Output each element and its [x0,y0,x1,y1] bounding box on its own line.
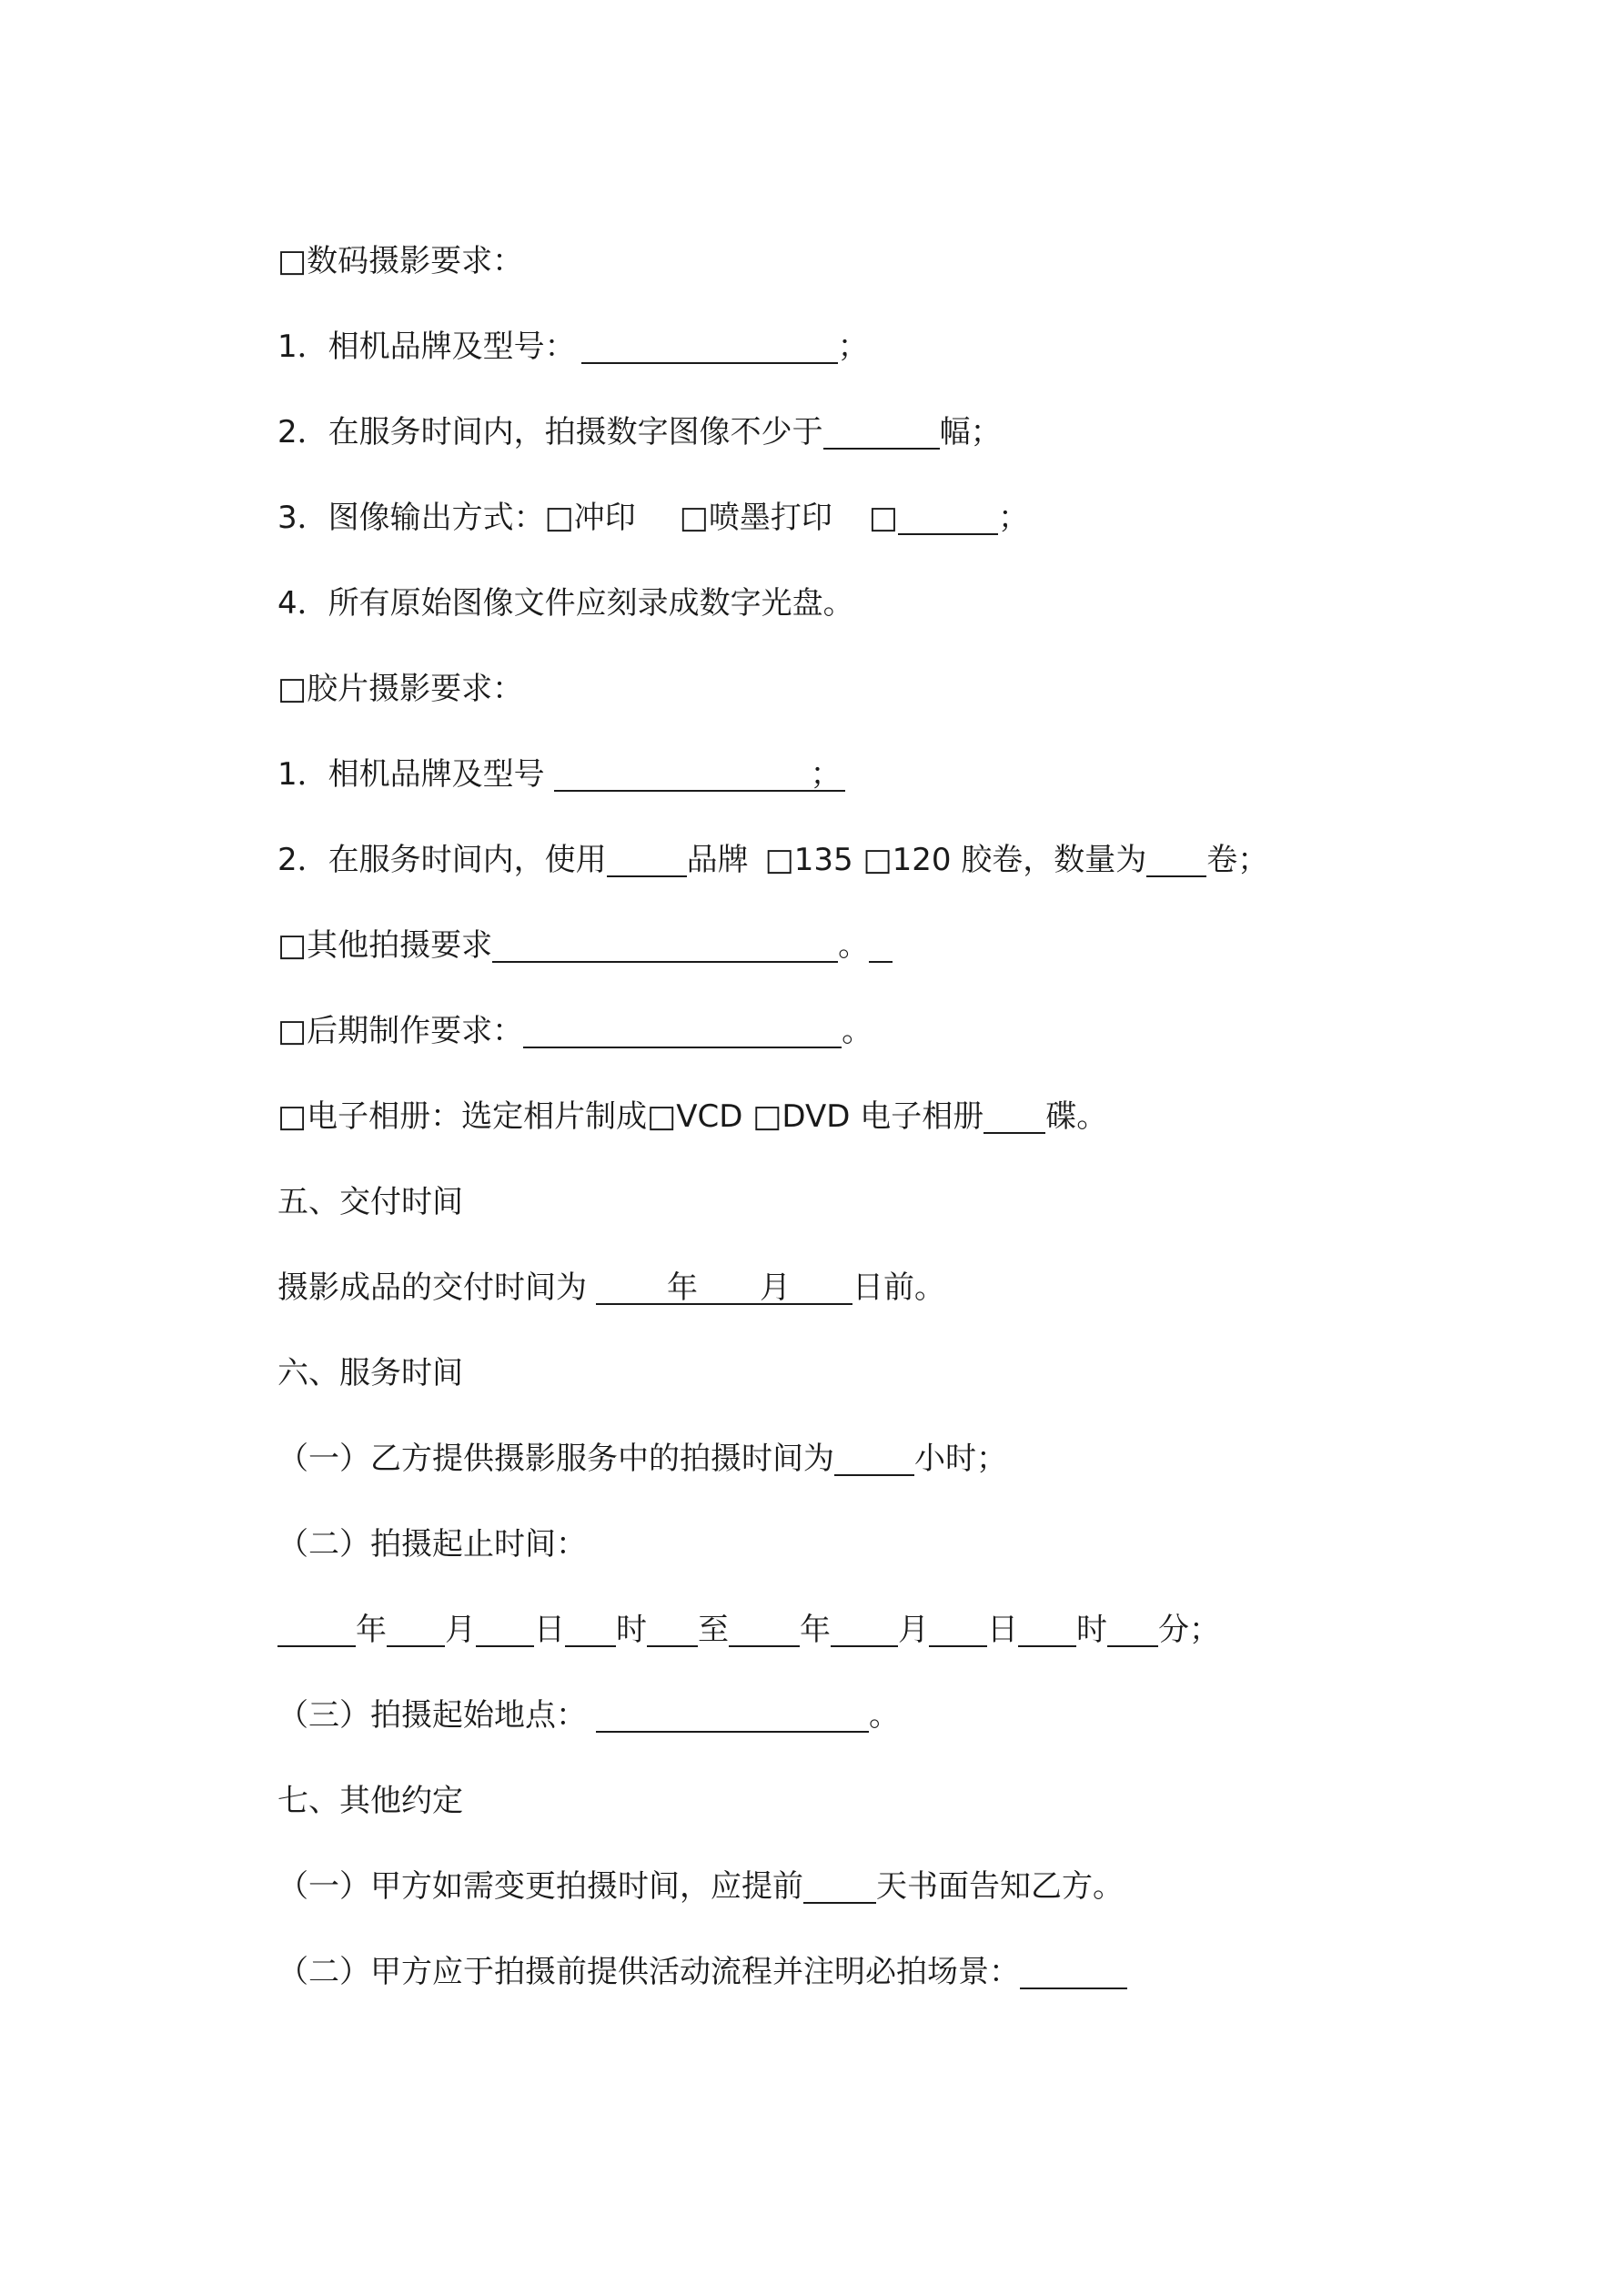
delivery-day-blank[interactable] [791,1261,852,1305]
delivery-month-blank[interactable] [698,1261,760,1305]
digital-camera-brand-blank[interactable] [581,320,838,364]
notice-days-blank[interactable] [803,1860,876,1904]
other-shooting-requirements-line: □其他拍摄要求 。 [277,919,1369,1005]
end-year-blank[interactable] [729,1603,800,1647]
shooting-location-blank[interactable] [596,1689,869,1733]
delivery-year-blank[interactable] [596,1261,667,1305]
shooting-period-heading: （二）拍摄起止时间： [277,1526,587,1563]
shooting-location-line: （三）拍摄起始地点： 。 [277,1689,1369,1775]
end-hour-blank[interactable] [1018,1603,1076,1647]
image-output-line: 3．图像输出方式：□冲印 □喷墨打印 □ ； [277,491,1369,577]
shooting-hours-blank[interactable] [834,1432,914,1476]
digital-image-count-blank[interactable] [823,406,940,450]
post-production-line: □后期制作要求： 。 [277,1005,1369,1090]
original-files-line: 4．所有原始图像文件应刻录成数字光盘。 [277,585,854,622]
film-camera-brand-blank[interactable]: ； [554,748,845,792]
film-brand-line: 2．在服务时间内，使用 品牌 □135 □120 胶卷，数量为 卷； [277,834,1369,919]
other-shooting-requirements-blank[interactable] [492,919,838,963]
delivery-date-line: 摄影成品的交付时间为 年 月 日前。 [277,1261,1369,1347]
other-shooting-tail-blank [869,919,893,963]
film-photo-heading: □胶片摄影要求： [277,671,524,707]
digital-photo-heading: □数码摄影要求： [277,243,524,279]
start-month-blank[interactable] [387,1603,445,1647]
section-five-heading: 五、交付时间 [277,1184,463,1220]
post-production-blank[interactable] [523,1005,842,1048]
electronic-album-count-blank[interactable] [983,1090,1045,1134]
start-hour-blank[interactable] [565,1603,616,1647]
shooting-period-line: 年 月 日 时 至 年 月 日 时 分； [277,1603,1369,1689]
section-six-heading: 六、服务时间 [277,1355,463,1391]
must-shoot-scenes-line: （二）甲方应于拍摄前提供活动流程并注明必拍场景： [277,1946,1369,2031]
section-seven-heading: 七、其他约定 [277,1783,463,1819]
start-minute-blank[interactable] [647,1603,698,1647]
start-year-blank[interactable] [277,1603,356,1647]
document-body [277,235,1369,2031]
digital-image-count-line: 2．在服务时间内，拍摄数字图像不少于 幅； [277,406,1369,491]
end-month-blank[interactable] [831,1603,898,1647]
start-day-blank[interactable] [476,1603,534,1647]
end-day-blank[interactable] [929,1603,987,1647]
shooting-hours-line: （一）乙方提供摄影服务中的拍摄时间为 小时； [277,1432,1369,1518]
film-roll-count-blank[interactable] [1146,834,1206,877]
digital-camera-brand-line: 1．相机品牌及型号： ； [277,320,1369,406]
film-brand-blank[interactable] [607,834,687,877]
must-shoot-scenes-blank[interactable] [1020,1946,1127,1989]
change-notice-line: （一）甲方如需变更拍摄时间，应提前 天书面告知乙方。 [277,1860,1369,1946]
image-output-other-blank[interactable] [898,491,998,535]
film-camera-brand-line: 1．相机品牌及型号 ； [277,748,1369,834]
electronic-album-line: □电子相册：选定相片制成□VCD □DVD 电子相册 碟。 [277,1090,1369,1176]
end-minute-blank[interactable] [1107,1603,1158,1647]
